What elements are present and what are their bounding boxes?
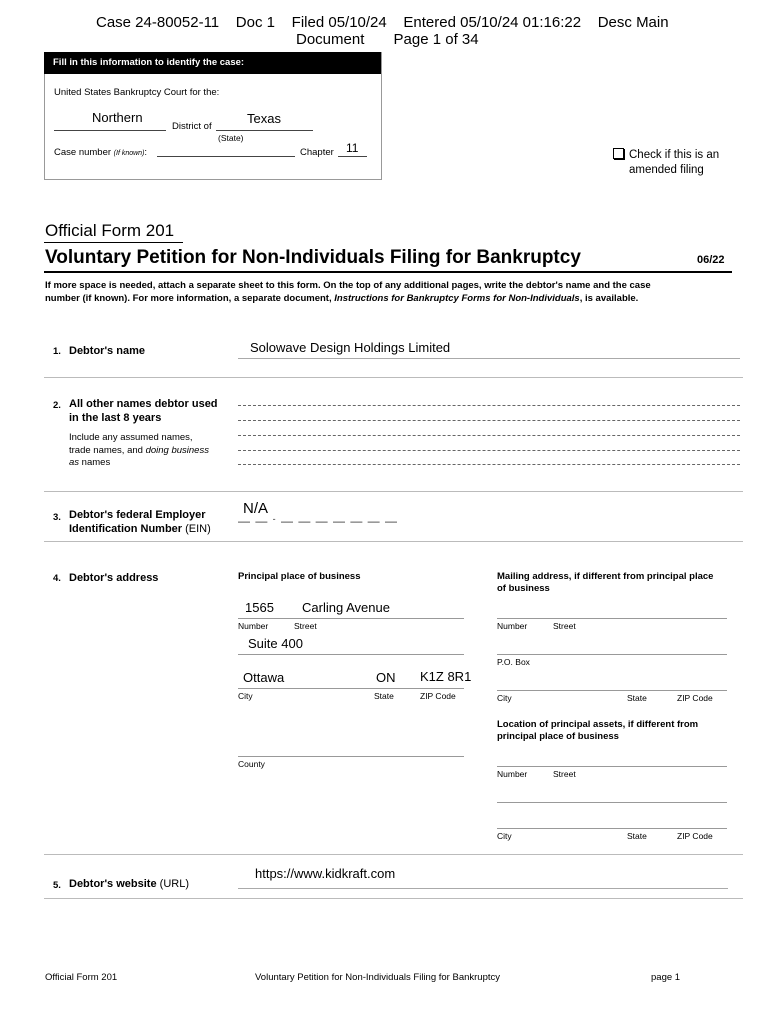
- mailing-heading: [497, 571, 713, 595]
- amended-label-line1: Check if this is an: [629, 149, 720, 161]
- principal-city-label: City: [238, 691, 253, 701]
- principal-street-line: [238, 618, 464, 619]
- title-rule: [44, 271, 732, 273]
- ein-digit-slots: — — - — — — — — — —: [238, 514, 399, 528]
- state-line: [216, 130, 313, 131]
- state-caption: (State): [218, 133, 244, 143]
- intro-line1: If more space is needed, attach a separate sheet to this form. On the top of any additional pages, write the debtor's name and the case: [45, 280, 651, 291]
- location-heading-line1: Location of principal assets, if different from: [497, 719, 699, 730]
- amended-label-line2: amended filing: [629, 164, 704, 176]
- principal-heading: Principal place of business: [238, 571, 361, 582]
- section5-title: [69, 877, 189, 891]
- principal-zip-label: ZIP Code: [420, 691, 456, 701]
- district-value[interactable]: Northern: [92, 110, 143, 125]
- other-names-line-2[interactable]: [238, 420, 740, 421]
- footer-page-number: page 1: [651, 972, 681, 983]
- section5-number: 5.: [53, 880, 61, 891]
- intro-line2-c: , is available.: [579, 293, 639, 304]
- principal-street-label: Street: [294, 621, 317, 631]
- chapter-value[interactable]: 11: [346, 141, 359, 155]
- section2-help: [69, 432, 209, 470]
- website-line: [238, 888, 728, 889]
- location-zip-label: ZIP Code: [677, 831, 713, 841]
- section3-title-line2: [69, 522, 211, 536]
- chapter-label: Chapter: [300, 147, 334, 158]
- section5-title-a: Debtor's website: [69, 878, 157, 890]
- principal-suite-value[interactable]: Suite 400: [248, 636, 303, 651]
- intro-text: [45, 279, 735, 305]
- principal-street-value[interactable]: Carling Avenue: [302, 600, 390, 615]
- footer-form-name: Official Form 201: [45, 972, 118, 983]
- amended-checkbox[interactable]: [613, 148, 624, 159]
- principal-number-value[interactable]: 1565: [245, 600, 274, 615]
- case-number-line[interactable]: [157, 156, 295, 157]
- other-names-line-5[interactable]: [238, 464, 740, 465]
- case-number-qualifier: (If known): [113, 150, 145, 157]
- mailing-street-label: Street: [553, 621, 576, 631]
- ein-value[interactable]: N/A: [243, 500, 269, 517]
- mailing-heading-line1: Mailing address, if different from principal place: [497, 571, 714, 582]
- principal-state-value[interactable]: ON: [376, 670, 396, 685]
- location-state-label: State: [627, 831, 647, 841]
- section2-number: 2.: [53, 400, 61, 411]
- section2-help-line2-a: trade names, and: [69, 444, 146, 456]
- mailing-zip-label: ZIP Code: [677, 693, 713, 703]
- mailing-heading-line2: of business: [497, 583, 550, 594]
- section1-title: Debtor's name: [69, 345, 145, 357]
- section2-help-line2-b: doing business: [145, 444, 209, 456]
- case-stamp-line2: Document Page 1 of 34: [296, 31, 479, 48]
- mailing-city-label: City: [497, 693, 512, 703]
- form-title: Voluntary Petition for Non-Individuals Filing for Bankruptcy: [45, 247, 581, 268]
- form-version: 06/22: [697, 254, 725, 266]
- section2-help-line3: [69, 457, 209, 470]
- other-names-line-1[interactable]: [238, 405, 740, 406]
- case-number-label-text: Case number: [54, 147, 112, 158]
- section3-title-line2-a: Identification Number: [69, 523, 183, 535]
- intro-line2: [45, 292, 735, 305]
- chapter-line: [338, 156, 367, 157]
- mailing-street-line[interactable]: [497, 618, 727, 619]
- location-line2[interactable]: [497, 802, 727, 803]
- section2-title-line2: in the last 8 years: [69, 412, 162, 424]
- section5-title-b: (URL): [156, 878, 189, 890]
- section2-title-line1: All other names debtor used: [69, 398, 218, 410]
- section2-help-line3-a: as: [69, 457, 80, 468]
- mailing-state-label: State: [627, 693, 647, 703]
- debtor-name-line: [238, 358, 740, 359]
- official-form-label: Official Form 201: [45, 221, 175, 240]
- section1-number: 1.: [53, 346, 61, 357]
- principal-number-label: Number: [238, 621, 269, 631]
- footer-form-title: Voluntary Petition for Non-Individuals Filing for Bankruptcy: [255, 972, 501, 983]
- other-names-line-4[interactable]: [238, 450, 740, 451]
- section3-title: [69, 508, 211, 536]
- section2-help-line2: [69, 445, 209, 458]
- location-number-label: Number: [497, 769, 528, 779]
- location-city-line[interactable]: [497, 828, 727, 829]
- section2-help-line1: Include any assumed names,: [69, 432, 193, 443]
- principal-state-label: State: [374, 691, 394, 701]
- court-label: United States Bankruptcy Court for the:: [54, 87, 220, 98]
- mailing-city-line[interactable]: [497, 690, 727, 691]
- intro-doc-title: Instructions for Bankruptcy Forms for Non-Individuals: [334, 293, 580, 304]
- principal-suite-line: [238, 654, 464, 655]
- case-stamp-line1: Case 24-80052-11 Doc 1 Filed 05/10/24 Entered 05/10/24 01:16:22 Desc Main: [96, 14, 669, 31]
- section4-number: 4.: [53, 573, 61, 584]
- intro-line2-a: number (if known). For more information, a separate document,: [45, 293, 335, 304]
- section4-separator: [44, 854, 743, 855]
- debtor-name-value[interactable]: Solowave Design Holdings Limited: [250, 340, 451, 355]
- county-line[interactable]: [238, 756, 464, 757]
- county-label: County: [238, 759, 265, 769]
- district-line: [54, 130, 166, 131]
- section2-separator: [44, 491, 743, 492]
- identify-case-title: Fill in this information to identify the case:: [53, 57, 245, 68]
- website-value[interactable]: https://www.kidkraft.com: [255, 866, 396, 881]
- district-label: District of: [172, 121, 212, 132]
- location-street-line[interactable]: [497, 766, 727, 767]
- principal-city-line: [238, 688, 464, 689]
- section5-separator: [44, 898, 743, 899]
- location-city-label: City: [497, 831, 512, 841]
- section3-separator: [44, 541, 743, 542]
- section3-title-line2-b: (EIN): [182, 523, 211, 535]
- section4-title: Debtor's address: [69, 572, 159, 584]
- mailing-pobox-label: P.O. Box: [497, 657, 530, 667]
- location-heading: [497, 719, 698, 743]
- mailing-pobox-line[interactable]: [497, 654, 727, 655]
- section3-title-line1: Debtor's federal Employer: [69, 509, 206, 521]
- principal-city-value[interactable]: Ottawa: [243, 670, 285, 685]
- section2-title: [69, 397, 218, 425]
- location-street-label: Street: [553, 769, 576, 779]
- official-form-underline: [44, 242, 183, 243]
- state-value[interactable]: Texas: [247, 111, 281, 126]
- location-heading-line2: principal place of business: [497, 731, 619, 742]
- case-number-label: Case number (If known):: [54, 147, 148, 158]
- mailing-number-label: Number: [497, 621, 528, 631]
- other-names-line-3[interactable]: [238, 435, 740, 436]
- principal-zip-value[interactable]: K1Z 8R1: [420, 669, 472, 684]
- section1-separator: [44, 377, 743, 378]
- section3-number: 3.: [53, 512, 61, 523]
- section2-help-line3-b: names: [79, 457, 111, 468]
